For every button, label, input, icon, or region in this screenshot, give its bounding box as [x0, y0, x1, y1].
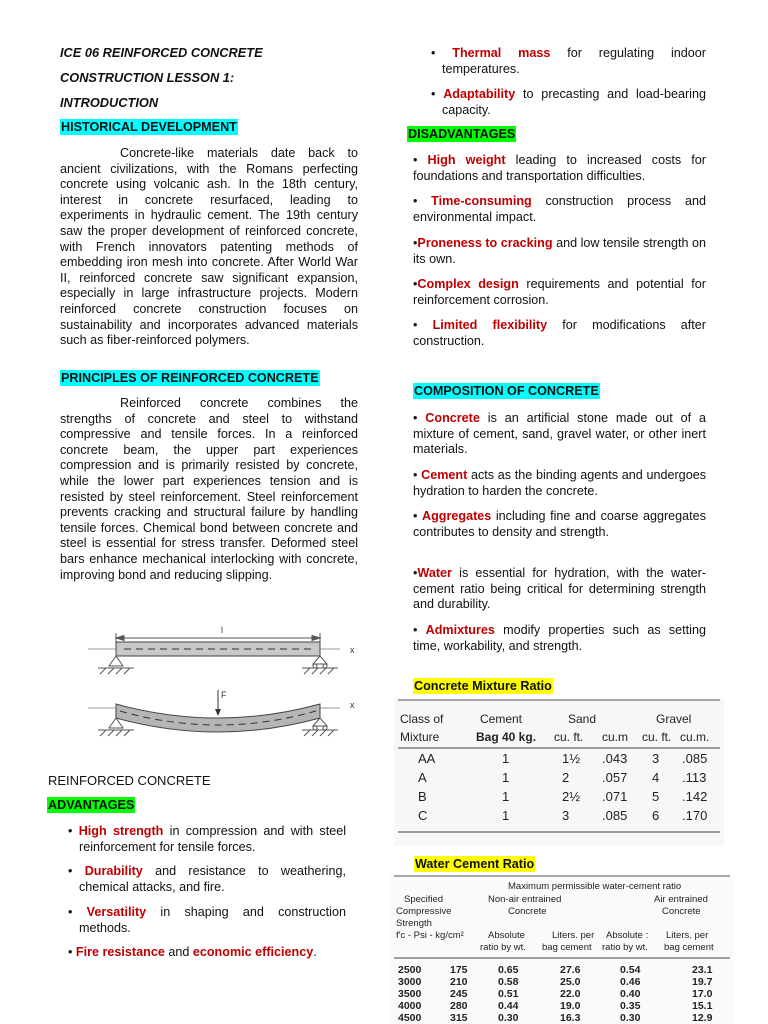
- composition-item-4: •Water is essential for hydration, with the water- cement ratio being critical for determining strength and durability.: [413, 566, 706, 612]
- wc-table-cell: 0.65: [498, 964, 519, 976]
- header-cement-2: Bag 40 kg.: [476, 730, 537, 744]
- wc-table-cell: 0.40: [620, 988, 641, 1000]
- wc-header-air-1: Air entrained: [654, 894, 708, 905]
- advantage-term: economic efficiency: [192, 945, 314, 959]
- principles-heading: PRINCIPLES OF REINFORCED CONCRETE: [61, 371, 319, 385]
- wc-header-abs-b: Absolute :: [606, 930, 649, 941]
- mix-table-cell: 1: [502, 770, 510, 785]
- mix-table-cell: .057: [602, 770, 628, 785]
- wc-header-max: Maximum permissible water-cement ratio: [508, 881, 682, 892]
- wc-table-cell: 0.46: [620, 976, 641, 988]
- mix-table-cell: 1: [502, 789, 510, 804]
- disadvantage-item-1: • High weight leading to increased costs for foundations and transportation difficulties.: [413, 153, 707, 183]
- mix-table-cell: 2: [562, 770, 570, 785]
- wc-table-cell: 27.6: [560, 964, 581, 976]
- wc-table-cell: 0.35: [620, 1000, 641, 1012]
- advantage-item-3: • Versatility in shaping and construction methods.: [68, 905, 346, 935]
- mix-table-cell: .142: [682, 789, 708, 804]
- water-cement-ratio-table: [390, 874, 734, 1024]
- advantage-item-1: • High strength in compression and with steel reinforcement for tensile forces.: [68, 824, 346, 854]
- wc-table-cell: 0.51: [498, 988, 519, 1000]
- load-label: F: [221, 690, 227, 700]
- wc-header-abs: Absolute: [488, 930, 525, 941]
- composition-item-3: • Aggregates including fine and coarse aggregates contributes to density and strength.: [413, 509, 706, 539]
- wc-table-cell: 19.7: [692, 976, 713, 988]
- wc-header-lit-2: bag cement: [542, 942, 592, 953]
- wc-table-cell: 0.44: [498, 1000, 519, 1012]
- wc-table-cell: 16.3: [560, 1012, 581, 1024]
- header-gravel-cuft: cu. ft.: [642, 730, 672, 744]
- wc-table-cell: 3500: [398, 988, 422, 1000]
- wc-table-cell: 0.54: [620, 964, 641, 976]
- mix-table-cell: AA: [418, 751, 436, 766]
- historical-heading: HISTORICAL DEVELOPMENT: [61, 120, 237, 134]
- wc-table-cell: 12.9: [692, 1012, 713, 1024]
- wc-table-cell: 315: [450, 1012, 468, 1024]
- header-sand: Sand: [568, 712, 597, 726]
- header-gravel-cum: cu.m.: [680, 730, 710, 744]
- wc-table-cell: 0.58: [498, 976, 519, 988]
- mix-table-cell: 1: [502, 751, 510, 766]
- disadvantage-item-2: • Time-consuming construction process and environmental impact.: [413, 194, 706, 224]
- mix-table-cell: A: [418, 770, 427, 785]
- wc-table-cell: 280: [450, 1000, 468, 1012]
- wc-header-lit: Liters. per: [552, 930, 595, 941]
- header-sand-cum: cu.m: [602, 730, 629, 744]
- mix-table-cell: .170: [682, 808, 708, 823]
- mixture-ratio-heading: Concrete Mixture Ratio: [414, 679, 552, 693]
- mix-table-cell: 3: [562, 808, 570, 823]
- mix-table-cell: .085: [682, 751, 708, 766]
- wc-table-cell: 17.0: [692, 988, 713, 1000]
- principles-paragraph: Reinforced concrete combines the strengths of concrete and steel to withstand compressive and tensile forces. In a reinforced concrete beam, the upper part experiences compression and is primarily resisted by concrete, while the lower part experiences tension and is resisted by steel reinforcement. Steel reinforcement prevents cracking and structural failure by handling tensile forces. Chemical bond between concrete and steel is essential for stress transfer. Deformed steel bars enhance mechanical interlocking with concrete, improving bond and reducing slipping.: [60, 396, 358, 582]
- document-title-line-3: INTRODUCTION: [60, 95, 159, 110]
- advantage-term: High strength: [78, 824, 164, 838]
- advantage-item-5: • Thermal mass for regulating indoor temperatures.: [431, 46, 706, 76]
- axis-label-x-2: x: [350, 700, 355, 710]
- wc-header-spec-3: Strength: [396, 918, 432, 929]
- wc-table-cell: 4500: [398, 1012, 422, 1024]
- composition-item-5: • Admixtures modify properties such as setting time, workability, and strength.: [413, 623, 706, 653]
- historical-paragraph: Concrete-like materials date back to ancient civilizations, with the Romans perfecting concrete using volcanic ash. In the 18th century, interest in concrete resurfaced, leading to experiments in hydraulic cement. The 19th century saw the proper development of reinforced concrete, with French innovators patenting methods of embedding iron mesh into concrete. After World War II, reinforced concrete saw significant expansion, especially in large infrastructure projects. Modern reinforced concrete construction focuses on sustainability and incorporates advanced materials such as fiber-reinforced polymers.: [60, 146, 358, 348]
- wc-table-cell: 245: [450, 988, 468, 1000]
- mix-table-cell: 4: [652, 770, 660, 785]
- advantage-item-2: • Durability and resistance to weathering, chemical attacks, and fire.: [68, 864, 346, 894]
- water-cement-ratio-heading: Water Cement Ratio: [415, 857, 535, 871]
- header-gravel: Gravel: [656, 712, 692, 726]
- advantage-item-6: • Adaptability to precasting and load-bearing capacity.: [431, 87, 706, 117]
- wc-header-abs-2: ratio by wt.: [480, 942, 526, 953]
- header-class-1: Class of: [400, 712, 444, 726]
- mix-table-cell: 6: [652, 808, 660, 823]
- disadvantage-item-3: •Proneness to cracking and low tensile strength on its own.: [413, 236, 706, 266]
- wc-table-cell: 22.0: [560, 988, 581, 1000]
- wc-table-cell: 23.1: [692, 964, 713, 976]
- axis-label-x-1: x: [350, 645, 355, 655]
- wc-table-cell: 4000: [398, 1000, 422, 1012]
- mix-table-cell: 2½: [562, 789, 581, 804]
- pin-support-left: [109, 656, 123, 666]
- header-cement-1: Cement: [480, 712, 523, 726]
- span-label: l: [221, 625, 223, 635]
- advantage-term: Durability: [84, 864, 143, 878]
- unloaded-beam: [116, 642, 320, 656]
- document-title-line-1: ICE 06 REINFORCED CONCRETE: [60, 45, 263, 60]
- mix-table-cell: .085: [602, 808, 628, 823]
- wc-header-spec-2: Compressive: [396, 906, 452, 917]
- wc-header-air-2: Concrete: [662, 906, 701, 917]
- wc-table-cell: 15.1: [692, 1000, 713, 1012]
- mix-table-cell: 1: [502, 808, 510, 823]
- wc-header-lit-b-2: bag cement: [664, 942, 714, 953]
- wc-header-spec-4: f'c - Psi - kg/cm²: [396, 930, 464, 941]
- disadvantage-item-4: •Complex design requirements and potential for reinforcement corrosion.: [413, 277, 706, 307]
- beam-deflection-figure: [88, 620, 388, 752]
- advantage-item-4: • Fire resistance and economic efficiency.: [68, 945, 317, 959]
- disadvantage-item-5: • Limited flexibility for modifications after construction.: [413, 318, 706, 348]
- mix-table-cell: 5: [652, 789, 660, 804]
- mix-table-cell: 1½: [562, 751, 581, 766]
- wc-table-cell: 25.0: [560, 976, 581, 988]
- disadvantages-heading: DISADVANTAGES: [408, 127, 516, 141]
- document-title-line-2: CONSTRUCTION LESSON 1:: [60, 70, 235, 85]
- composition-item-2: • Cement acts as the binding agents and undergoes hydration to harden the concrete.: [413, 468, 706, 498]
- wc-header-abs-b-2: ratio by wt.: [602, 942, 648, 953]
- advantage-term: Fire resistance: [75, 945, 165, 959]
- reinforced-concrete-heading: REINFORCED CONCRETE: [48, 773, 211, 788]
- header-sand-cuft: cu. ft.: [554, 730, 584, 744]
- wc-header-lit-b: Liters. per: [666, 930, 709, 941]
- advantage-term: Versatility: [86, 905, 147, 919]
- roller-support-right: [313, 656, 327, 664]
- mix-table-cell: .071: [602, 789, 628, 804]
- wc-table-cell: 0.30: [620, 1012, 641, 1024]
- advantages-heading: ADVANTAGES: [48, 798, 135, 812]
- wc-table-cell: 0.30: [498, 1012, 519, 1024]
- wc-table-cell: 3000: [398, 976, 422, 988]
- wc-table-cell: 19.0: [560, 1000, 581, 1012]
- mix-table-cell: C: [418, 808, 428, 823]
- wc-table-cell: 210: [450, 976, 468, 988]
- mixture-ratio-table: [394, 698, 724, 846]
- mix-table-cell: 3: [652, 751, 660, 766]
- mix-table-cell: .113: [682, 770, 707, 785]
- composition-heading: COMPOSITION OF CONCRETE: [414, 384, 599, 398]
- composition-item-1: • Concrete is an artificial stone made out of a mixture of cement, sand, gravel water, or other inert materials.: [413, 411, 706, 457]
- wc-header-nonair-1: Non-air entrained: [488, 894, 562, 905]
- wc-table-cell: 2500: [398, 964, 422, 976]
- mix-table-cell: .043: [602, 751, 628, 766]
- header-class-2: Mixture: [400, 730, 440, 744]
- wc-header-spec-1: Specified: [404, 894, 444, 905]
- wc-header-nonair-2: Concrete: [508, 906, 547, 917]
- mix-table-cell: B: [418, 789, 427, 804]
- wc-table-cell: 175: [450, 964, 468, 976]
